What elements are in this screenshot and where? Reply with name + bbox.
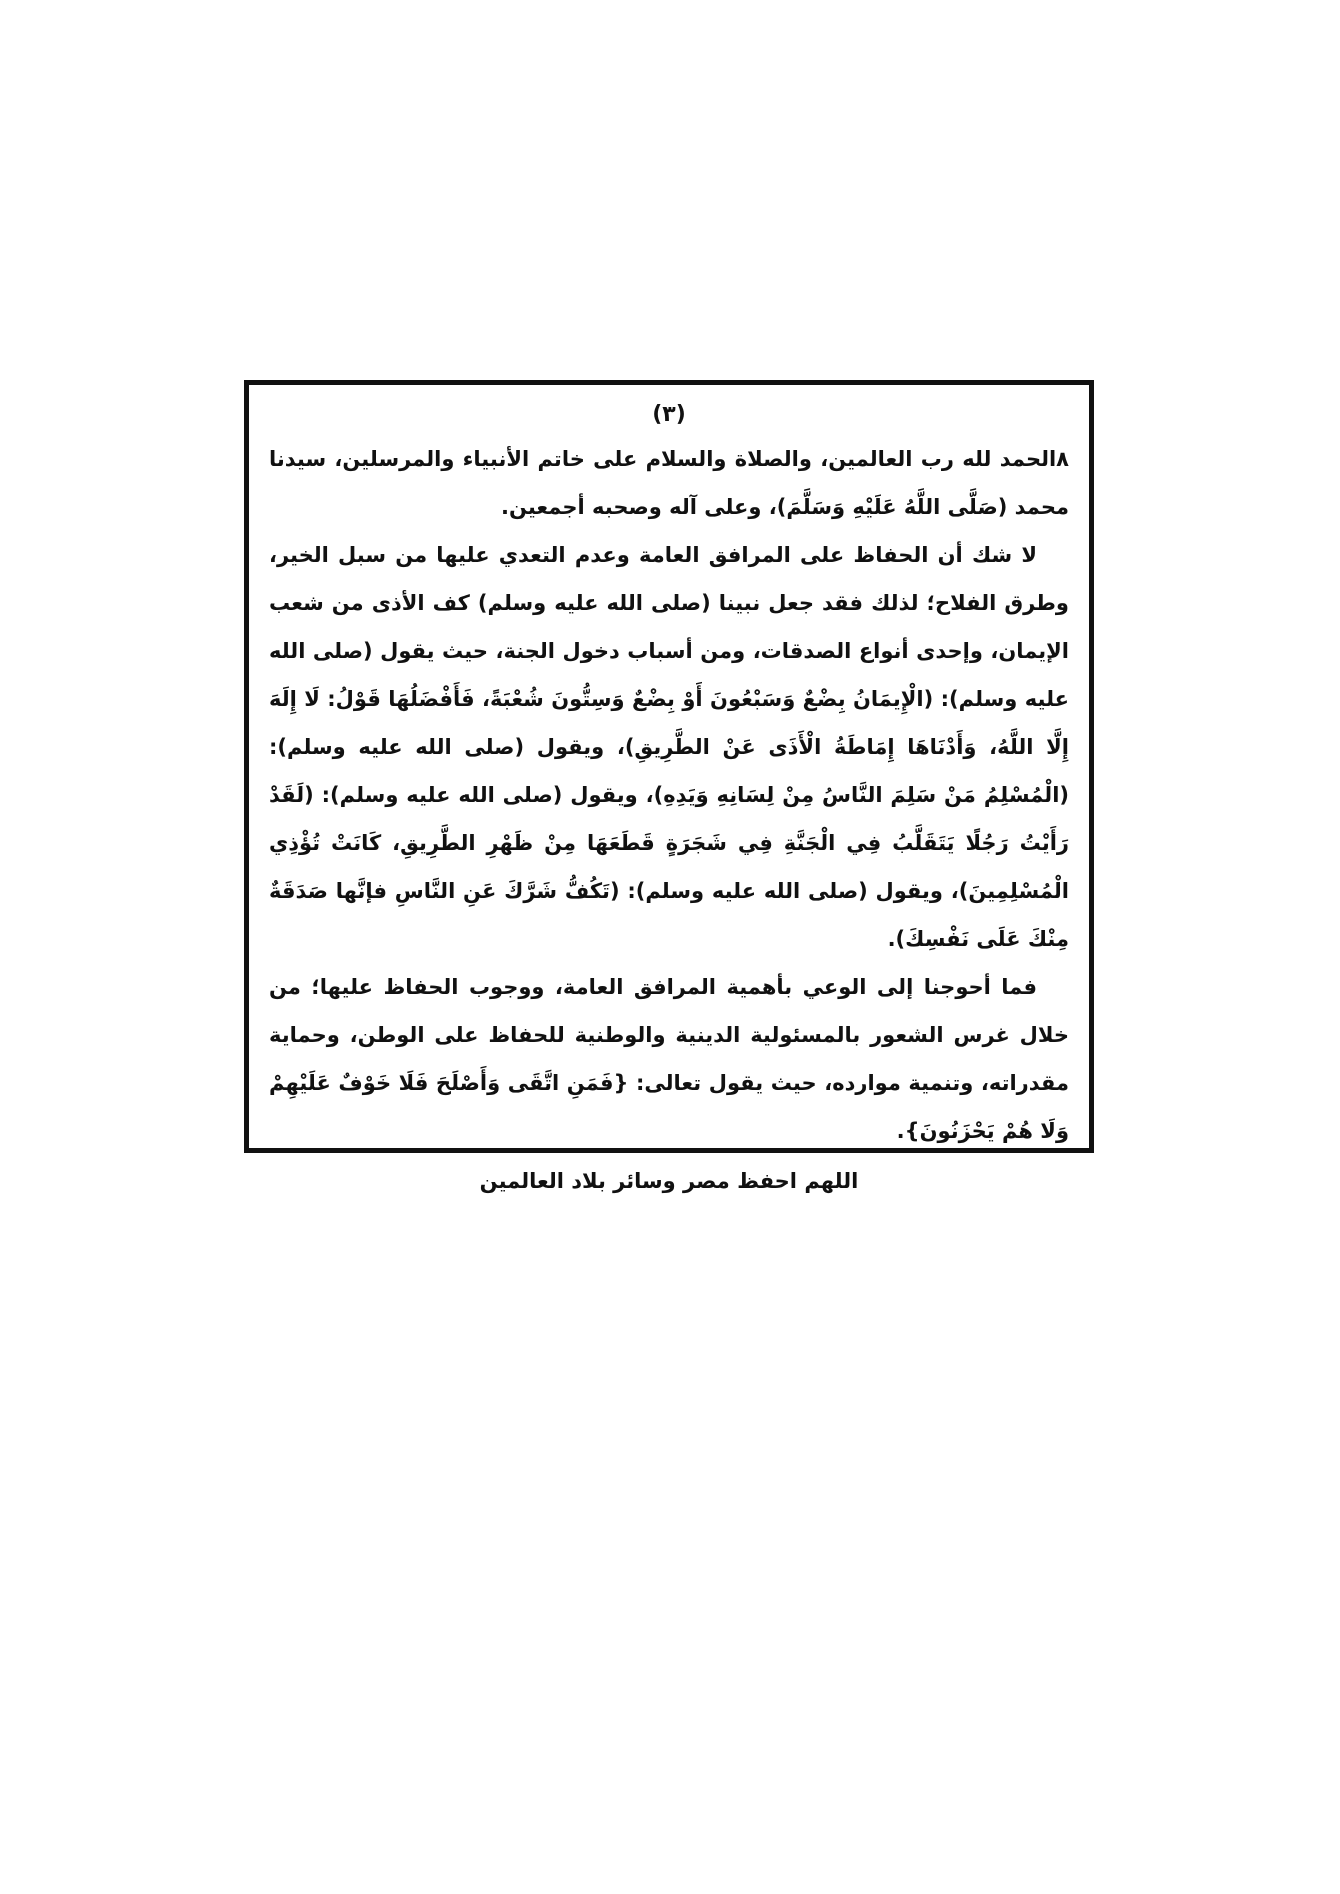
paragraph-body: لا شك أن الحفاظ على المرافق العامة وعدم التعدي عليها من سبل الخير، وطرق الفلاح؛ لذلك فقد جعل نبينا (صلى الله عليه وسلم) كف الأذى من شعب الإيمان، وإحدى أنواع الصدقات، ومن أسباب دخول الجنة، حيث يقول (صلى الله عليه وسلم): (الْإِيمَانُ بِضْعٌ وَسَبْعُونَ أَوْ بِضْعٌ وَسِتُّونَ شُعْبَةً، فَأَفْضَلُهَا قَوْلُ: لَا إِلَهَ إِلَّا اللَّهُ، وَأَدْنَاهَا إِمَاطَةُ الْأَذَى عَنْ الطَّرِيقِ)، ويقول (صلى الله عليه وسلم): (الْمُسْلِمُ مَنْ سَلِمَ النَّاسُ مِنْ لِسَانِهِ وَيَدِهِ)، ويقول (صلى الله عليه وسلم): (لَقَدْ رَأَيْتُ رَجُلًا يَتَقَلَّبُ فِي الْجَنَّةِ فِي شَجَرَةٍ قَطَعَهَا مِنْ ظَهْرِ الطَّرِيقِ، كَانَتْ تُؤْذِي الْمُسْلِمِينَ)، ويقول (صلى الله عليه وسلم): (تَكُفُّ شَرَّكَ عَنِ النَّاسِ فإنَّها صَدَقَةٌ مِنْكَ عَلَى نَفْسِكَ).	[269, 543, 1069, 951]
closing-prayer: اللهم احفظ مصر وسائر بلاد العالمين	[479, 1169, 859, 1193]
page-content	[269, 395, 1069, 1205]
page-frame	[244, 380, 1094, 1193]
page-number: (٣)	[652, 402, 686, 427]
paragraph-conclusion: فما أحوجنا إلى الوعي بأهمية المرافق العامة، ووجوب الحفاظ عليها؛ من خلال غرس الشعور بالمسئولية الدينية والوطنية للحفاظ على الوطن، وحماية مقدراته، وتنمية موارده، حيث يقول تعالى: {فَمَنِ اتَّقَى وَأَصْلَحَ فَلَا خَوْفٌ عَلَيْهِمْ وَلَا هُمْ يَحْزَنُونَ}.	[269, 975, 1069, 1143]
paragraph-opening: ٨الحمد لله رب العالمين، والصلاة والسلام على خاتم الأنبياء والمرسلين، سيدنا محمد (صَلَّى اللَّهُ عَلَيْهِ وَسَلَّمَ)، وعلى آله وصحبه أجمعين.	[269, 447, 1069, 519]
